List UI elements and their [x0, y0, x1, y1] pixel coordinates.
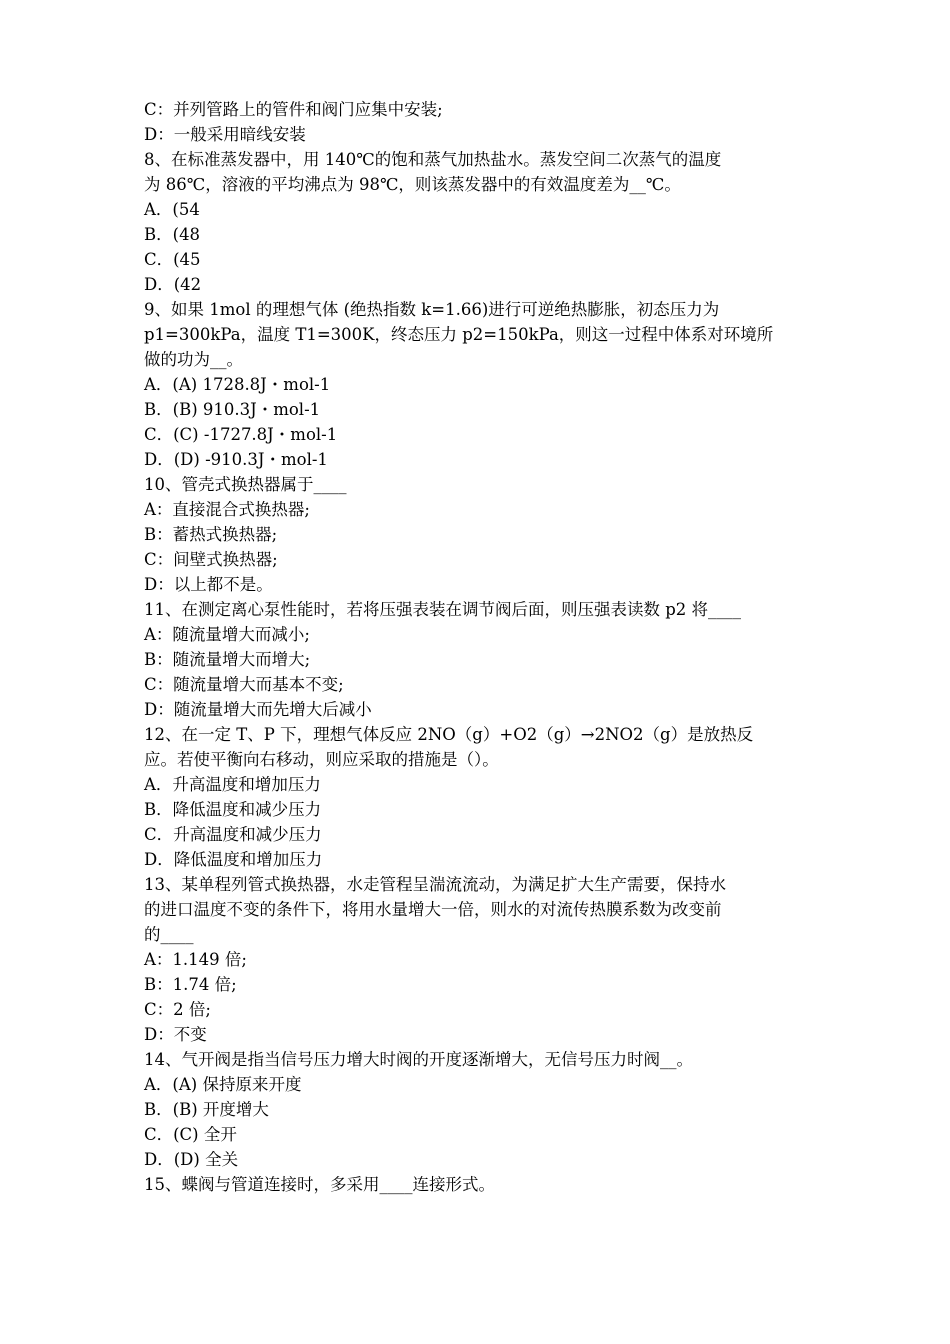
option-line: B．(48: [144, 225, 201, 244]
question-8-text: 8、在标准蒸发器中，用 140℃的饱和蒸气加热盐水。蒸发空间二次蒸气的温度: [144, 150, 722, 169]
option-line: D：以上都不是。: [144, 575, 273, 594]
option-line: C．(C) 全开: [144, 1125, 237, 1144]
question-12-text: 12、在一定 T、P 下，理想气体反应 2NO（g）+O2（g）→2NO2（g）是放热反: [144, 725, 754, 744]
text-line: C：并列管路上的管件和阀门应集中安装;: [144, 100, 443, 119]
option-line: B：蓄热式换热器;: [144, 525, 278, 544]
option-line: A．(A) 1728.8J・mol-1: [144, 375, 331, 394]
option-line: A：直接混合式换热器;: [144, 500, 310, 519]
option-line: C：间壁式换热器;: [144, 550, 278, 569]
question-8-text: 为 86℃，溶液的平均沸点为 98℃，则该蒸发器中的有效温度差为__℃。: [144, 175, 681, 194]
question-14-text: 14、气开阀是指当信号压力增大时阀的开度逐渐增大，无信号压力时阀__。: [144, 1050, 693, 1069]
option-line: C：随流量增大而基本不变;: [144, 675, 344, 694]
option-line: A：1.149 倍;: [144, 950, 247, 969]
option-line: D．(42: [144, 275, 202, 294]
document-page: [144, 97, 814, 1197]
question-13-text: 13、某单程列管式换热器，水走管程呈湍流流动，为满足扩大生产需要，保持水: [144, 875, 726, 894]
question-9-text: p1=300kPa，温度 T1=300K，终态压力 p2=150kPa，则这一过程中体系对环境所: [144, 325, 774, 344]
option-line: D：不变: [144, 1025, 207, 1044]
option-line: A．(A) 保持原来开度: [144, 1075, 302, 1094]
option-line: A：随流量增大而减小;: [144, 625, 310, 644]
option-line: D．降低温度和增加压力: [144, 850, 323, 869]
option-line: D．(D) -910.3J・mol-1: [144, 450, 328, 469]
option-line: B：随流量增大而增大;: [144, 650, 311, 669]
question-10-text: 10、管壳式换热器属于____: [144, 475, 347, 494]
option-line: A．(54: [144, 200, 200, 219]
question-11-text: 11、在测定离心泵性能时，若将压强表装在调节阀后面，则压强表读数 p2 将____: [144, 600, 742, 619]
option-line: B．(B) 910.3J・mol-1: [144, 400, 321, 419]
option-line: C：2 倍;: [144, 1000, 211, 1019]
option-line: D：随流量增大而先增大后减小: [144, 700, 372, 719]
option-line: A．升高温度和增加压力: [144, 775, 321, 794]
option-line: B．(B) 开度增大: [144, 1100, 269, 1119]
option-line: C．(45: [144, 250, 201, 269]
question-15-text: 15、蝶阀与管道连接时，多采用____连接形式。: [144, 1175, 495, 1194]
text-line: D：一般采用暗线安装: [144, 125, 306, 144]
option-line: D．(D) 全关: [144, 1150, 239, 1169]
question-12-text: 应。若使平衡向右移动，则应采取的措施是（）。: [144, 750, 499, 769]
question-9-text: 9、如果 1mol 的理想气体 (绝热指数 k=1.66)进行可逆绝热膨胀，初态压力为: [144, 300, 720, 319]
option-line: B：1.74 倍;: [144, 975, 237, 994]
question-13-text: 的____: [144, 925, 194, 944]
option-line: C．(C) -1727.8J・mol-1: [144, 425, 338, 444]
option-line: C．升高温度和减少压力: [144, 825, 322, 844]
option-line: B．降低温度和减少压力: [144, 800, 322, 819]
question-13-text: 的进口温度不变的条件下，将用水量增大一倍，则水的对流传热膜系数为改变前: [144, 900, 722, 919]
question-9-text: 做的功为__。: [144, 350, 243, 369]
